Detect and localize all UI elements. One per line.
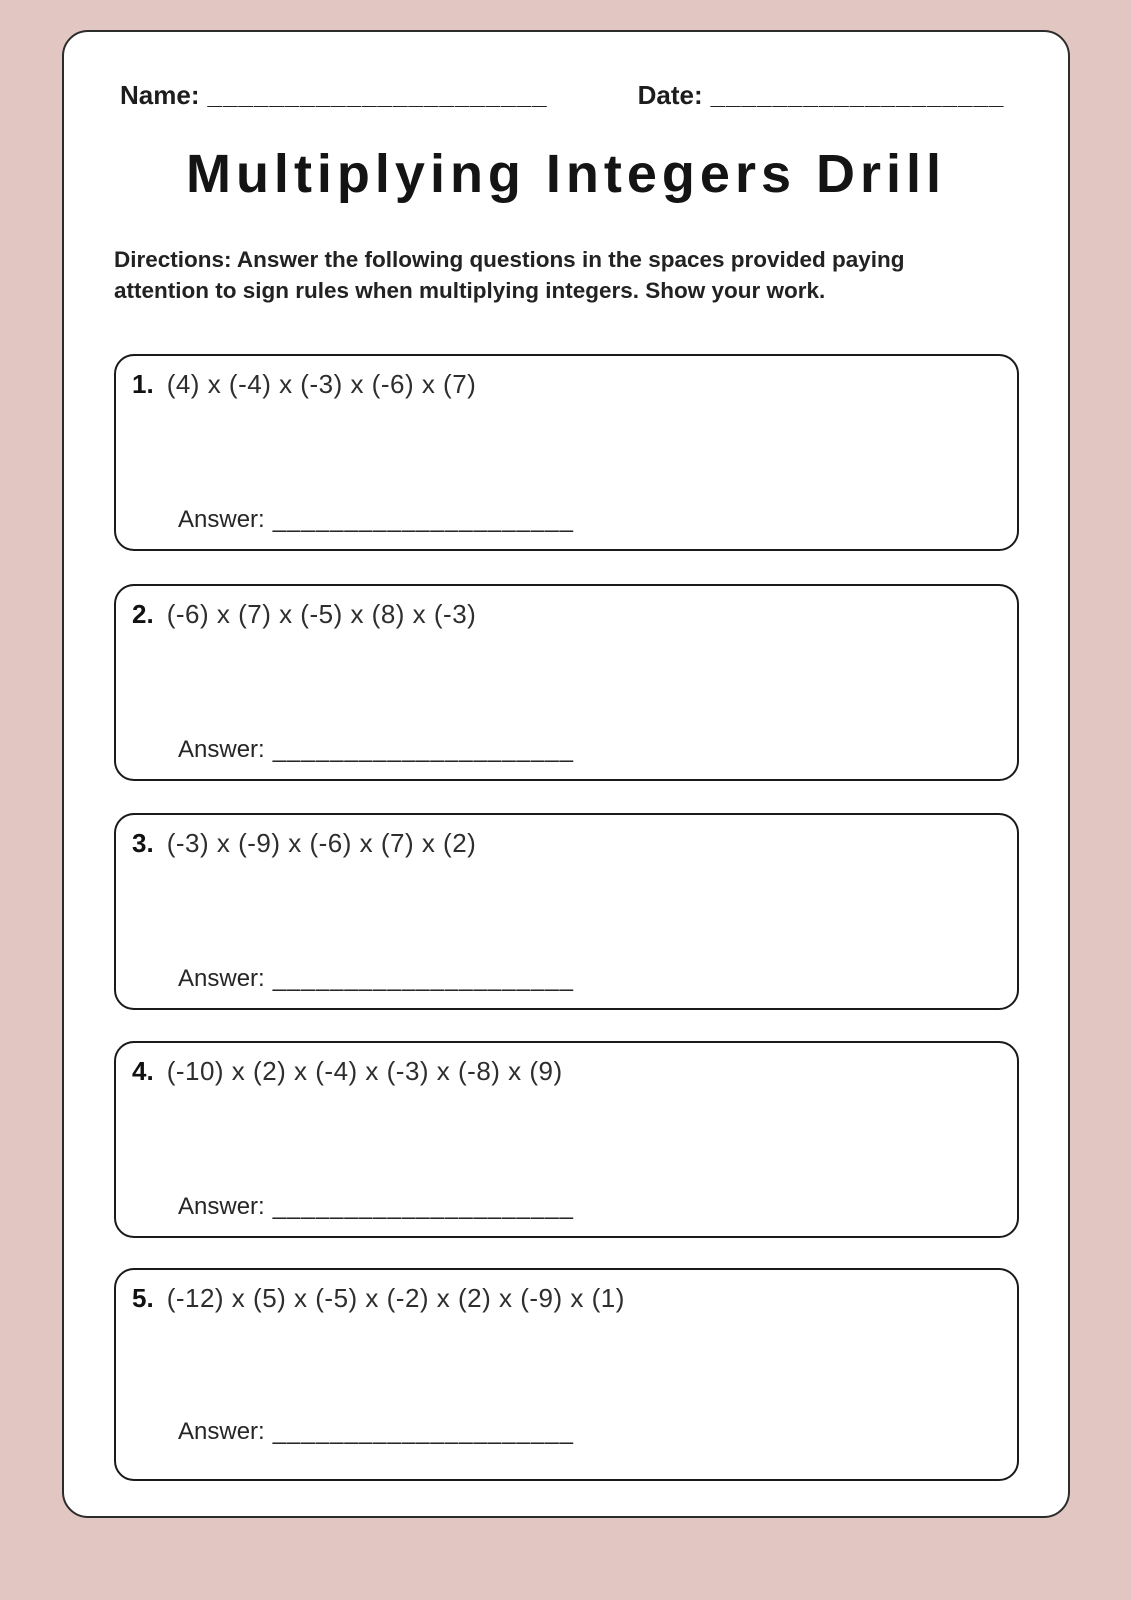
name-label: Name: — [120, 80, 200, 110]
directions-text — [114, 245, 1018, 306]
question-line — [132, 1283, 997, 1314]
question-expression: (4) x (-4) x (-3) x (-6) x (7) — [166, 369, 477, 400]
date-blank-line[interactable]: ___________________ — [710, 80, 1005, 110]
question-number: 2. — [132, 599, 154, 630]
answer-row — [178, 736, 574, 764]
question-expression: (-12) x (5) x (-5) x (-2) x (2) x (-9) x (1) — [166, 1283, 625, 1314]
directions-line-2: attention to sign rules when multiplying integers. Show your work. — [114, 277, 826, 303]
answer-label: Answer: — [178, 965, 265, 993]
name-blank-line[interactable]: ______________________ — [207, 80, 548, 110]
answer-label: Answer: — [178, 506, 265, 534]
answer-label: Answer: — [178, 1418, 265, 1446]
question-expression: (-6) x (7) x (-5) x (8) x (-3) — [166, 599, 477, 630]
date-label: Date: — [637, 80, 703, 110]
answer-blank-line[interactable]: _____________________ — [272, 1193, 575, 1221]
question-expression: (-3) x (-9) x (-6) x (7) x (2) — [166, 828, 477, 859]
question-box-4 — [114, 1041, 1019, 1238]
question-number: 1. — [132, 369, 154, 400]
answer-row — [178, 965, 574, 993]
worksheet-card — [62, 30, 1070, 1518]
answer-label: Answer: — [178, 1193, 265, 1221]
question-line — [132, 369, 997, 400]
name-date-row — [114, 80, 1018, 111]
question-number: 3. — [132, 828, 154, 859]
question-number: 4. — [132, 1056, 154, 1087]
question-expression: (-10) x (2) x (-4) x (-3) x (-8) x (9) — [166, 1056, 563, 1087]
directions-line-1: Directions: Answer the following questions in the spaces provided paying — [114, 247, 905, 272]
answer-blank-line[interactable]: _____________________ — [272, 965, 575, 993]
answer-blank-line[interactable]: _____________________ — [272, 736, 575, 764]
question-number: 5. — [132, 1283, 154, 1314]
question-box-1 — [114, 354, 1019, 551]
answer-row — [178, 1193, 574, 1221]
answer-blank-line[interactable]: _____________________ — [272, 1418, 575, 1446]
question-box-2 — [114, 584, 1019, 781]
name-field — [120, 80, 548, 111]
question-line — [132, 1056, 997, 1087]
question-box-5 — [114, 1268, 1019, 1481]
worksheet-title: Multiplying Integers Drill — [185, 144, 947, 204]
answer-row — [178, 506, 574, 534]
question-box-3 — [114, 813, 1019, 1010]
question-line — [132, 828, 997, 859]
answer-blank-line[interactable]: _____________________ — [272, 506, 575, 534]
answer-row — [178, 1418, 574, 1446]
answer-label: Answer: — [178, 736, 265, 764]
date-field — [638, 80, 1005, 111]
question-line — [132, 599, 997, 630]
